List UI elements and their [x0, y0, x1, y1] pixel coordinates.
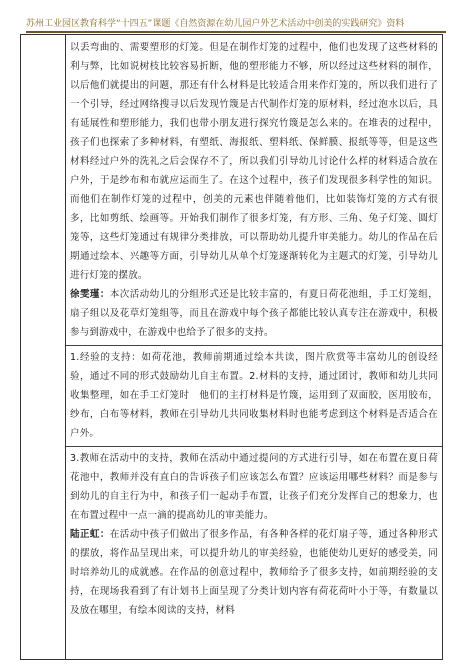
- table-left-column: [20, 34, 65, 660]
- paragraph-support-3: [70, 449, 438, 525]
- paragraph-text: 在活动中孩子们做出了很多作品，有各种各样的花灯扇子等，通过各种形式的摆放，将作品呈现出来，可以提升幼儿的审美经验，也能使幼儿更好的感受美，同时培养幼儿的成就感。在作品的创意过程中，教师给予了很多支持，如前期经验的支持，在现场我看到了有计划书上面呈现了分类计划内容有荷花荷叶小于等，有数量以及放在哪里，有绘本阅读的支持，材料: [70, 529, 438, 616]
- row-divider: [66, 345, 442, 346]
- paragraph-support-1-2: [70, 348, 438, 443]
- speaker-name: 徐雯瑾：: [70, 289, 110, 300]
- table-content: [70, 38, 438, 620]
- paragraph-text: 以丢弯曲的、需要塑形的灯笼。但是在制作灯笼的过程中，他们也发现了这些材料的利与弊，比如说树枝比较容易折断，他的塑形能力不够，所以经过这些材料的制作，以后他们就提出的问题，那还有什么材料是比较适合用来作灯笼的，所以我们进行了一个引导，经过网络搜寻以后发现竹篾是古代制作灯笼的原材料，经过泡水以后，具有延展性和塑形能力，我们也带小朋友进行探究竹篾是怎么来的。在堆表的过程中，孩子们也探索了多种材料，有塑纸、海报纸、塑料纸、保鲜膜、报纸等等，但是这些材料经过户外的洗礼之后会保存不了，所以我们引导幼儿讨论什么样的材料适合放在户外，于是纱布和布就应运而生了。在这个过程中，孩子们发现很多科学性的知识。而他们在制作灯笼的过程中，创美的元素也伴随着他们，比如装饰灯笼的方式有很多，比如剪纸、绘画等。开始我们制作了很多灯笼，有方形、三角、兔子灯笼、圆灯笼等，这些灯笼通过有规律分类排放，可以帮助幼儿提升审美能力。幼儿的作品在后期通过绘本、兴趣等方面，引导幼儿从单个灯笼逐渐转化为主题式的灯笼，引导幼儿进行灯笼的摆放。: [70, 42, 438, 281]
- paragraph-text: 1.经验的支持：如荷花池，教师前期通过绘本共读，图片欣赏等丰富幼儿的创设经验，通过不同的形式鼓励幼儿自主布置。2.材料的支持，通过团讨，教师和幼儿共同收集整理，如在手工灯笼时 他们的主打材料是竹篾，运用到了双面胶，医用胶布，纱布，白布等材料，教师在引导幼儿共同收集材料时也能考虑到这个材料是否适合在户外。: [70, 352, 438, 439]
- document-header: 苏州工业园区教育科学“十四五”课题《自然资源在幼儿园户外艺术活动中创美的实践研究》资料: [26, 17, 446, 33]
- paragraph-lu-zhenghong: [70, 525, 438, 620]
- paragraph-intro: [70, 38, 438, 285]
- row-divider: [66, 446, 442, 447]
- paragraph-text: 本次活动幼儿的分组形式还是比较丰富的，有夏日荷花池组，手工灯笼组，扇子组以及花草灯笼组等，而且在游戏中每个孩子都能比较认真专注在游戏中，积极参与到游戏中，在游戏中也给予了很多的支持。: [70, 289, 438, 338]
- paragraph-text: 3.教师在活动中的支持，教师在活动中通过提问的方式进行引导，如在布置在夏日荷花池中，教师并没有直白的告诉孩子们应该怎么布置？应该运用哪些材料？而是参与到幼儿的自主行为中，和孩子们一起动手布置，让孩子们充分发挥自己的想象力，也在布置过程中一点一滴的提高幼儿的审美能力。: [70, 453, 438, 521]
- paragraph-xu-wenjin: [70, 285, 438, 342]
- speaker-name: 陆正虹：: [70, 529, 110, 540]
- discussion-table: [65, 34, 443, 660]
